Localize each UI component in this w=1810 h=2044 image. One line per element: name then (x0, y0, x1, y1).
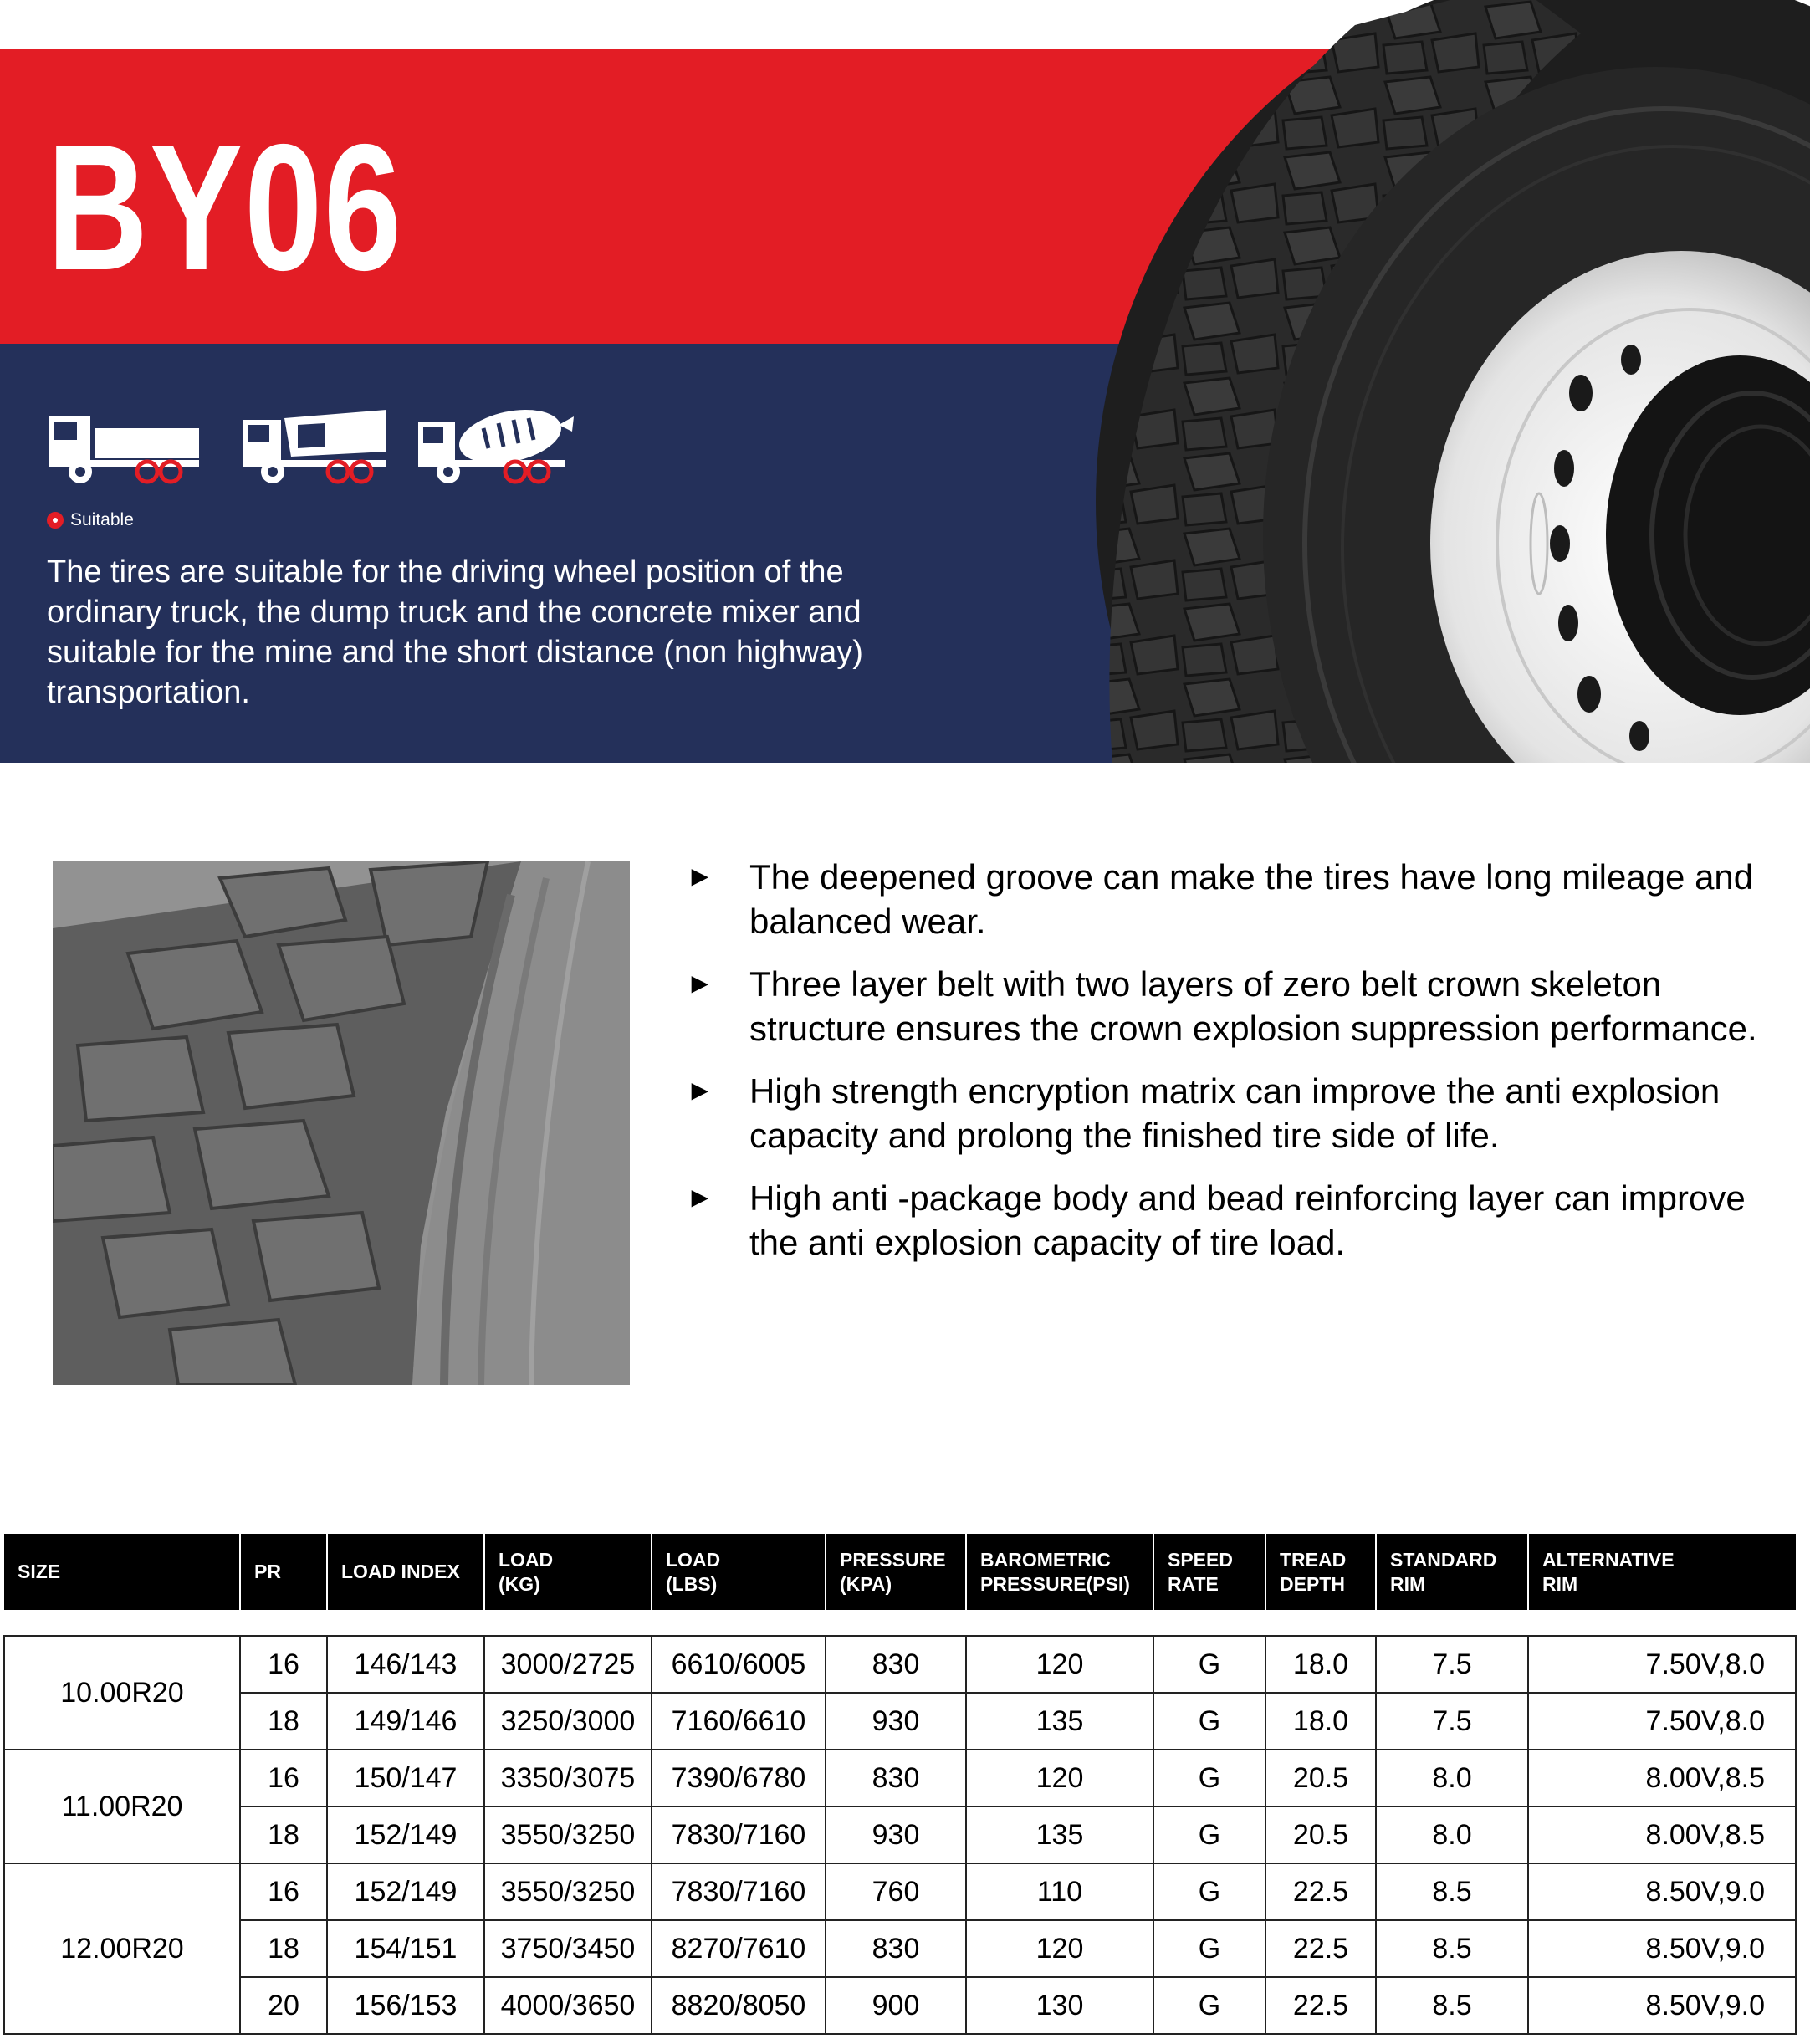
feature-item (686, 1176, 1798, 1265)
table-cell: 20.5 (1265, 1806, 1376, 1863)
table-cell: 8.0 (1376, 1750, 1528, 1806)
table-cell: 3750/3450 (484, 1920, 652, 1977)
tire-illustration (1079, 0, 1810, 763)
table-cell: 135 (966, 1806, 1153, 1863)
table-cell: G (1153, 1750, 1265, 1806)
table-cell: 150/147 (327, 1750, 484, 1806)
column-header-line: SPEED (1168, 1548, 1233, 1571)
table-cell: G (1153, 1806, 1265, 1863)
table-cell: 8.5 (1376, 1863, 1528, 1920)
table-cell: 7830/7160 (652, 1806, 826, 1863)
feature-text: High anti -package body and bead reinforcing layer can improve the anti explosion capacity of tire load. (749, 1178, 1746, 1262)
feature-item (686, 1069, 1798, 1157)
table-row (4, 1750, 1796, 1806)
table-cell: 3250/3000 (484, 1693, 652, 1750)
table-cell: 110 (966, 1863, 1153, 1920)
table-cell: 22.5 (1265, 1920, 1376, 1977)
column-header-line: PRESSURE (840, 1548, 946, 1571)
table-cell: 156/153 (327, 1977, 484, 2034)
table-cell: 18.0 (1265, 1636, 1376, 1693)
table-cell: 152/149 (327, 1863, 484, 1920)
table-cell: 8820/8050 (652, 1977, 826, 2034)
column-header-line: LOAD (499, 1548, 554, 1571)
column-header (1376, 1534, 1528, 1610)
table-cell: 7.50V,8.0 (1528, 1693, 1796, 1750)
feature-list (686, 855, 1798, 1283)
product-description: The tires are suitable for the driving wheel position of the ordinary truck, the dump truck and the concrete mixer and suitable for the mine and the short distance (non highway) transportation. (47, 554, 863, 710)
column-header-line: (LBS) (666, 1572, 718, 1595)
table-row (4, 1693, 1796, 1750)
table-cell: G (1153, 1863, 1265, 1920)
tread-closeup-image (53, 861, 630, 1385)
table-cell: G (1153, 1693, 1265, 1750)
feature-item (686, 855, 1798, 943)
table-row (4, 1863, 1796, 1920)
table-cell: 930 (826, 1806, 966, 1863)
table-cell: 8.0 (1376, 1806, 1528, 1863)
column-header-line: TREAD (1280, 1548, 1347, 1571)
table-cell: 3350/3075 (484, 1750, 652, 1806)
column-header-line: PRESSURE(PSI) (980, 1572, 1130, 1595)
table-cell: 4000/3650 (484, 1977, 652, 2034)
column-header (652, 1534, 826, 1610)
table-cell: 135 (966, 1693, 1153, 1750)
table-cell: 8.50V,9.0 (1528, 1863, 1796, 1920)
column-header-line: LOAD (666, 1548, 721, 1571)
table-cell: 120 (966, 1920, 1153, 1977)
table-cell: 8.00V,8.5 (1528, 1806, 1796, 1863)
size-cell: 10.00R20 (4, 1636, 240, 1750)
table-cell: 760 (826, 1863, 966, 1920)
column-header (826, 1534, 966, 1610)
table-cell: 22.5 (1265, 1863, 1376, 1920)
table-cell: 120 (966, 1750, 1153, 1806)
table-gap-row (4, 1610, 1796, 1636)
column-header (1153, 1534, 1265, 1610)
table-cell: 830 (826, 1636, 966, 1693)
feature-text: High strength encryption matrix can improve the anti explosion capacity and prolong the finished tire side of life. (749, 1071, 1721, 1155)
table-cell: 930 (826, 1693, 966, 1750)
suitable-legend (47, 510, 134, 530)
column-header-line: DEPTH (1280, 1572, 1345, 1595)
arrow-bullet-icon: ► (686, 1182, 714, 1214)
ordinary-truck-icon (47, 408, 201, 485)
size-cell: 11.00R20 (4, 1750, 240, 1863)
column-header-line: RIM (1542, 1572, 1578, 1595)
column-header-line: LOAD INDEX (341, 1561, 460, 1582)
feature-text: The deepened groove can make the tires have long mileage and balanced wear. (749, 857, 1754, 941)
table-cell: 8270/7610 (652, 1920, 826, 1977)
table-cell: 22.5 (1265, 1977, 1376, 2034)
table-row (4, 1806, 1796, 1863)
table-cell: 154/151 (327, 1920, 484, 1977)
column-header-line: PR (254, 1561, 281, 1582)
table-cell: 7830/7160 (652, 1863, 826, 1920)
table-cell: 18.0 (1265, 1693, 1376, 1750)
table-cell: 152/149 (327, 1806, 484, 1863)
table-row (4, 1920, 1796, 1977)
table-cell: 7.50V,8.0 (1528, 1636, 1796, 1693)
arrow-bullet-icon: ► (686, 1075, 714, 1106)
arrow-bullet-icon: ► (686, 968, 714, 999)
table-cell: 3550/3250 (484, 1863, 652, 1920)
table-cell: 18 (240, 1693, 327, 1750)
table-cell: 16 (240, 1863, 327, 1920)
column-header (1265, 1534, 1376, 1610)
feature-text: Three layer belt with two layers of zero belt crown skeleton structure ensures the crown explosion suppression performance. (749, 964, 1757, 1048)
table-cell: 3000/2725 (484, 1636, 652, 1693)
table-cell: 120 (966, 1636, 1153, 1693)
column-header-line: ALTERNATIVE (1542, 1548, 1675, 1571)
table-cell: 20.5 (1265, 1750, 1376, 1806)
concrete-mixer-icon (417, 408, 575, 485)
product-title: BY06 (47, 106, 403, 308)
spec-table (3, 1534, 1797, 2035)
table-cell: 8.00V,8.5 (1528, 1750, 1796, 1806)
column-header-line: RIM (1390, 1572, 1426, 1595)
table-cell: 7.5 (1376, 1636, 1528, 1693)
column-header (4, 1534, 240, 1610)
table-cell: 149/146 (327, 1693, 484, 1750)
table-cell: 3550/3250 (484, 1806, 652, 1863)
arrow-bullet-icon: ► (686, 861, 714, 892)
column-header (966, 1534, 1153, 1610)
column-header-line: RATE (1168, 1572, 1219, 1595)
table-cell: 6610/6005 (652, 1636, 826, 1693)
feature-item (686, 962, 1798, 1050)
column-header-line: (KG) (499, 1572, 540, 1595)
table-cell: 20 (240, 1977, 327, 2034)
table-cell: 18 (240, 1920, 327, 1977)
table-header-row (4, 1534, 1796, 1610)
table-cell: 900 (826, 1977, 966, 2034)
table-cell: 8.50V,9.0 (1528, 1977, 1796, 2034)
column-header (1528, 1534, 1796, 1610)
table-cell: 16 (240, 1750, 327, 1806)
column-header-line: STANDARD (1390, 1548, 1497, 1571)
table-cell: G (1153, 1636, 1265, 1693)
table-cell: 8.5 (1376, 1920, 1528, 1977)
table-cell: 130 (966, 1977, 1153, 2034)
suitable-legend-label: Suitable (70, 510, 134, 529)
table-cell: 7160/6610 (652, 1693, 826, 1750)
table-row (4, 1636, 1796, 1693)
table-row (4, 1977, 1796, 2034)
table-cell: 8.5 (1376, 1977, 1528, 2034)
table-cell: 146/143 (327, 1636, 484, 1693)
column-header-line: (KPA) (840, 1572, 892, 1595)
table-cell: 8.50V,9.0 (1528, 1920, 1796, 1977)
column-header-line: BAROMETRIC (980, 1548, 1111, 1571)
table-cell: G (1153, 1920, 1265, 1977)
table-cell: 18 (240, 1806, 327, 1863)
size-cell: 12.00R20 (4, 1863, 240, 2034)
dump-truck-icon (241, 408, 388, 485)
table-cell: 16 (240, 1636, 327, 1693)
table-cell: 830 (826, 1920, 966, 1977)
column-header-line: SIZE (18, 1561, 61, 1582)
column-header (240, 1534, 327, 1610)
table-cell: 830 (826, 1750, 966, 1806)
table-cell: 7.5 (1376, 1693, 1528, 1750)
column-header (484, 1534, 652, 1610)
table-cell: G (1153, 1977, 1265, 2034)
column-header (327, 1534, 484, 1610)
suitable-dot-icon (47, 512, 64, 529)
table-cell: 7390/6780 (652, 1750, 826, 1806)
